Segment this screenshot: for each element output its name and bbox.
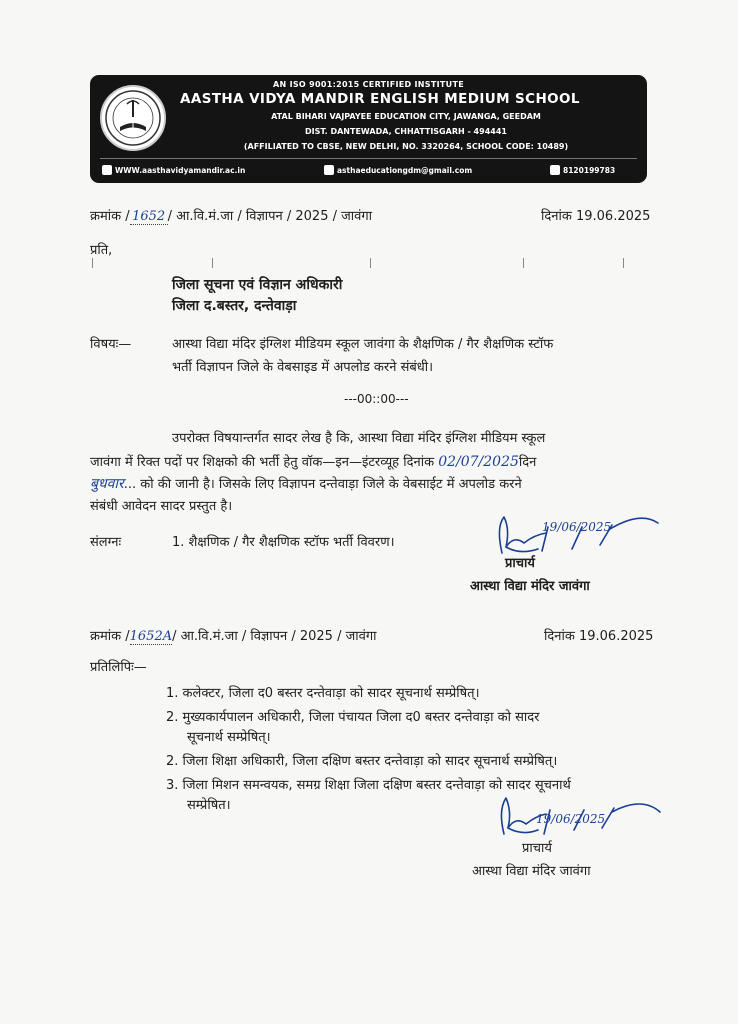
date-label: दिनांक [544,629,575,644]
tick-mark [523,258,524,268]
letterhead-banner [90,75,647,183]
school-address: ATAL BIHARI VAJPAYEE EDUCATION CITY, JAWANGA, GEEDAM [271,112,541,121]
tick-mark [212,258,213,268]
handwritten-ref-number: 1652 [130,209,168,225]
website-contact [102,165,245,175]
school-affiliation: (AFFILIATED TO CBSE, NEW DELHI, NO. 3320264, SCHOOL CODE: 10489) [243,142,569,151]
mail-icon [324,165,334,175]
ref-rest: / आ.वि.मं.जा / विज्ञापन / 2025 / जावंगा [172,629,377,644]
letterhead-divider [100,158,637,159]
subject-line-2: भर्ती विज्ञापन जिले के वेबसाइड में अपलोड करने संबंधी। [172,360,434,375]
copy-item-1 [166,683,480,701]
subject-label: विषयः— [90,337,132,352]
tick-mark [370,258,371,268]
handwritten-interview-day: बुधवार [90,476,124,492]
date-line-2 [544,626,653,644]
date-line-1 [541,206,650,224]
copy-item-2-cont: सूचनार्थ सम्प्रेषित्। [187,730,271,745]
website-text: WWW.aasthavidyamandir.ac.in [115,165,246,175]
body-line-3-text: ... को की जानी है। जिसके लिए विज्ञापन दन्तेवाड़ा जिले के वेबसाईट में अपलोड करने [123,477,522,492]
handwritten-ref-number-2: 1652A [129,629,173,644]
ref-label: क्रमांक / [90,209,130,224]
tick-mark [92,258,93,268]
copy-number: 3. [166,778,179,793]
signature-1-date: 19/06/2025 [542,520,612,534]
signature-2-date: 19/06/2025 [536,812,606,826]
phone-text: 8120199783 [563,165,616,175]
separator: ---00::00--- [344,392,409,406]
enclosure-item: 1. शैक्षणिक / गैर शैक्षणिक स्टॉफ भर्ती विवरण। [172,535,395,550]
reference-line-1 [90,206,372,225]
date-value: 19.06.2025 [578,629,654,644]
principal-title-2: प्राचार्य [522,841,552,856]
school-name: AASTHA VIDYA MANDIR ENGLISH MEDIUM SCHOOL [180,91,580,107]
ref-label: क्रमांक / [90,629,130,644]
phone-icon [550,165,560,175]
copy-label: प्रतिलिपिः— [90,660,147,675]
date-value: 19.06.2025 [575,209,651,224]
phone-contact [550,165,615,175]
body-line-1: उपरोक्त विषयान्तर्गत सादर लेख है कि, आस्था विद्या मंदिर इंग्लिश मीडियम स्कूल [172,431,546,446]
email-text: asthaeducationgdm@gmail.com [337,165,473,175]
principal-org-1: आस्था विद्या मंदिर जावंगा [470,579,590,594]
copy-item-2 [166,707,539,725]
globe-icon [102,165,112,175]
addressee-line-1: जिला सूचना एवं विज्ञान अधिकारी [172,277,343,293]
principal-title-1: प्राचार्य [505,556,535,571]
body-line-2 [90,452,536,470]
body-line-2-text: जावंगा में रिक्त पदों पर शिक्षको की भर्ती हेतु वॉक—इन—इंटरव्यूह दिनांक [90,455,435,470]
to-label: प्रति, [90,243,113,258]
certification-line: AN ISO 9001:2015 CERTIFIED INSTITUTE [273,80,464,89]
addressee-line-2: जिला द.बस्तर, दन्तेवाड़ा [172,298,297,314]
tick-mark [623,258,624,268]
copy-number: 2. [166,710,179,725]
principal-org-2: आस्था विद्या मंदिर जावंगा [472,864,591,879]
copy-text: मुख्यकार्यपालन अधिकारी, जिला पंचायत जिला द0 बस्तर दन्तेवाड़ा को सादर [182,710,540,725]
subject-line-1: आस्था विद्या मंदिर इंग्लिश मीडियम स्कूल जावंगा के शैक्षणिक / गैर शैक्षणिक स्टॉफ [172,337,554,352]
body-line-3 [90,474,522,493]
copy-item-3 [166,751,557,769]
handwritten-interview-date: 02/07/2025 [438,454,519,470]
email-contact [324,165,472,175]
copy-number: 2. [166,754,179,769]
copy-number: 1. [166,686,179,701]
reference-line-2 [90,626,377,645]
copy-text: जिला मिशन समन्वयक, समग्र शिक्षा जिला दक्षिण बस्तर दन्तेवाड़ा को सादर सूचनार्थ [182,778,571,793]
ref-rest: / आ.वि.मं.जा / विज्ञापन / 2025 / जावंगा [167,209,373,224]
body-day-label: दिन [518,455,537,470]
date-label: दिनांक [541,209,572,224]
body-line-4: संबंधी आवेदन सादर प्रस्तुत है। [90,499,233,514]
school-logo-icon [100,85,166,151]
copy-item-4-cont: सम्प्रेषित। [187,798,231,813]
school-district: DIST. DANTEWADA, CHHATTISGARH - 494441 [305,127,507,136]
copy-text: कलेक्टर, जिला द0 बस्तर दन्तेवाड़ा को सादर सूचनार्थ सम्प्रेषित्। [182,686,480,701]
enclosure-label: संलग्नः [90,535,122,550]
copy-text: जिला शिक्षा अधिकारी, जिला दक्षिण बस्तर दन्तेवाड़ा को सादर सूचनार्थ सम्प्रेषित्। [182,754,558,769]
